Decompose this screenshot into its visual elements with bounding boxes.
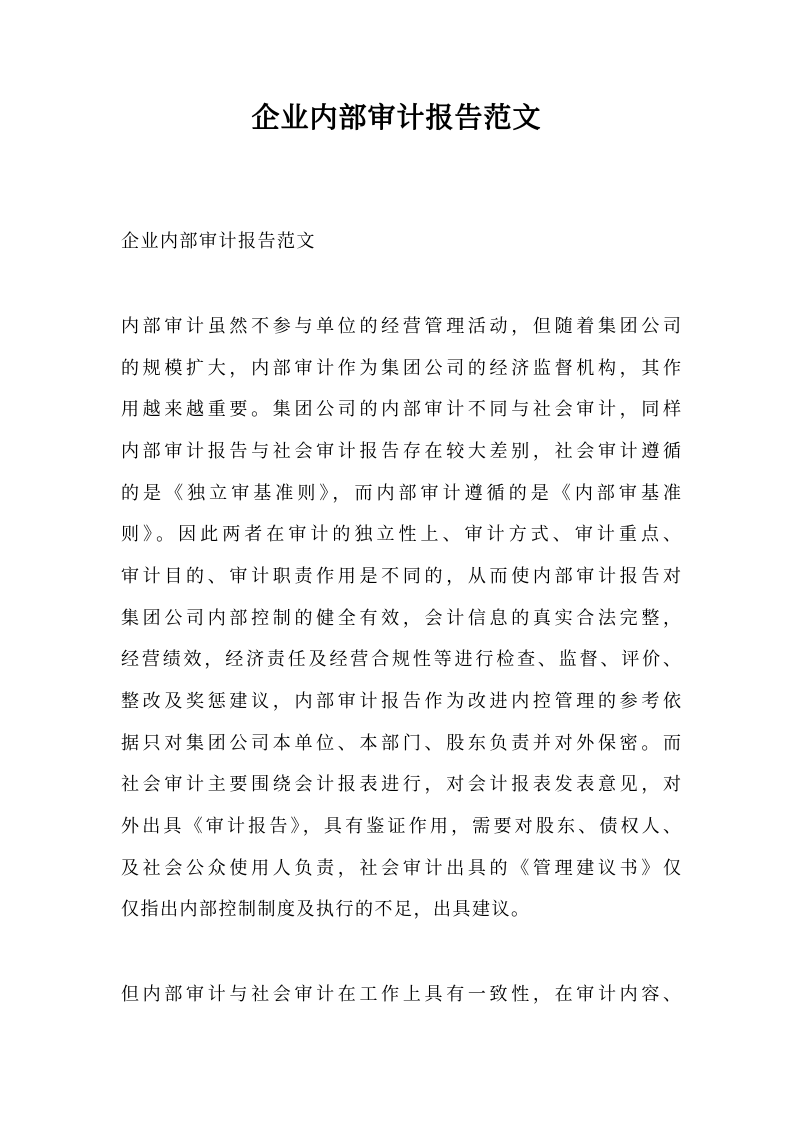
paragraph-line: 则》。因此两者在审计的独立性上、审计方式、审计重点、 bbox=[121, 524, 681, 546]
paragraph-line: 的规模扩大，内部审计作为集团公司的经济监督机构，其作 bbox=[121, 357, 681, 379]
paragraph-line: 据只对集团公司本单位、本部门、股东负责并对外保密。而 bbox=[121, 732, 681, 754]
paragraph-line: 的是《独立审基准则》，而内部审计遵循的是《内部审基准 bbox=[121, 482, 681, 504]
paragraph-line: 外出具《审计报告》，具有鉴证作用，需要对股东、债权人、 bbox=[121, 815, 681, 837]
paragraph-2 bbox=[121, 981, 681, 1023]
paragraph-line: 内部审计虽然不参与单位的经营管理活动，但随着集团公司 bbox=[121, 316, 681, 337]
paragraph-line: 社会审计主要围绕会计报表进行，对会计报表发表意见，对 bbox=[121, 774, 681, 796]
paragraph-line: 经营绩效，经济责任及经营合规性等进行检查、监督、评价、 bbox=[121, 649, 681, 671]
document-title: 企业内部审计报告范文 bbox=[251, 101, 542, 134]
paragraph-line: 审计目的、审计职责作用是不同的，从而使内部审计报告对 bbox=[121, 565, 681, 587]
paragraph-1 bbox=[121, 313, 681, 938]
paragraph-line: 及社会公众使用人负责，社会审计出具的《管理建议书》仅 bbox=[121, 857, 681, 879]
paragraph-line: 仅指出内部控制制度及执行的不足，出具建议。 bbox=[121, 899, 531, 921]
paragraph-line: 内部审计报告与社会审计报告存在较大差别，社会审计遵循 bbox=[121, 440, 681, 462]
paragraph-line: 用越来越重要。集团公司的内部审计不同与社会审计，同样 bbox=[121, 399, 681, 421]
paragraph-line: 但内部审计与社会审计在工作上具有一致性，在审计内容、 bbox=[121, 984, 681, 1005]
paragraph-line: 整改及奖惩建议，内部审计报告作为改进内控管理的参考依 bbox=[121, 690, 681, 712]
document-subtitle: 企业内部审计报告范文 bbox=[121, 231, 316, 252]
paragraph-line: 集团公司内部控制的健全有效，会计信息的真实合法完整， bbox=[121, 607, 681, 629]
